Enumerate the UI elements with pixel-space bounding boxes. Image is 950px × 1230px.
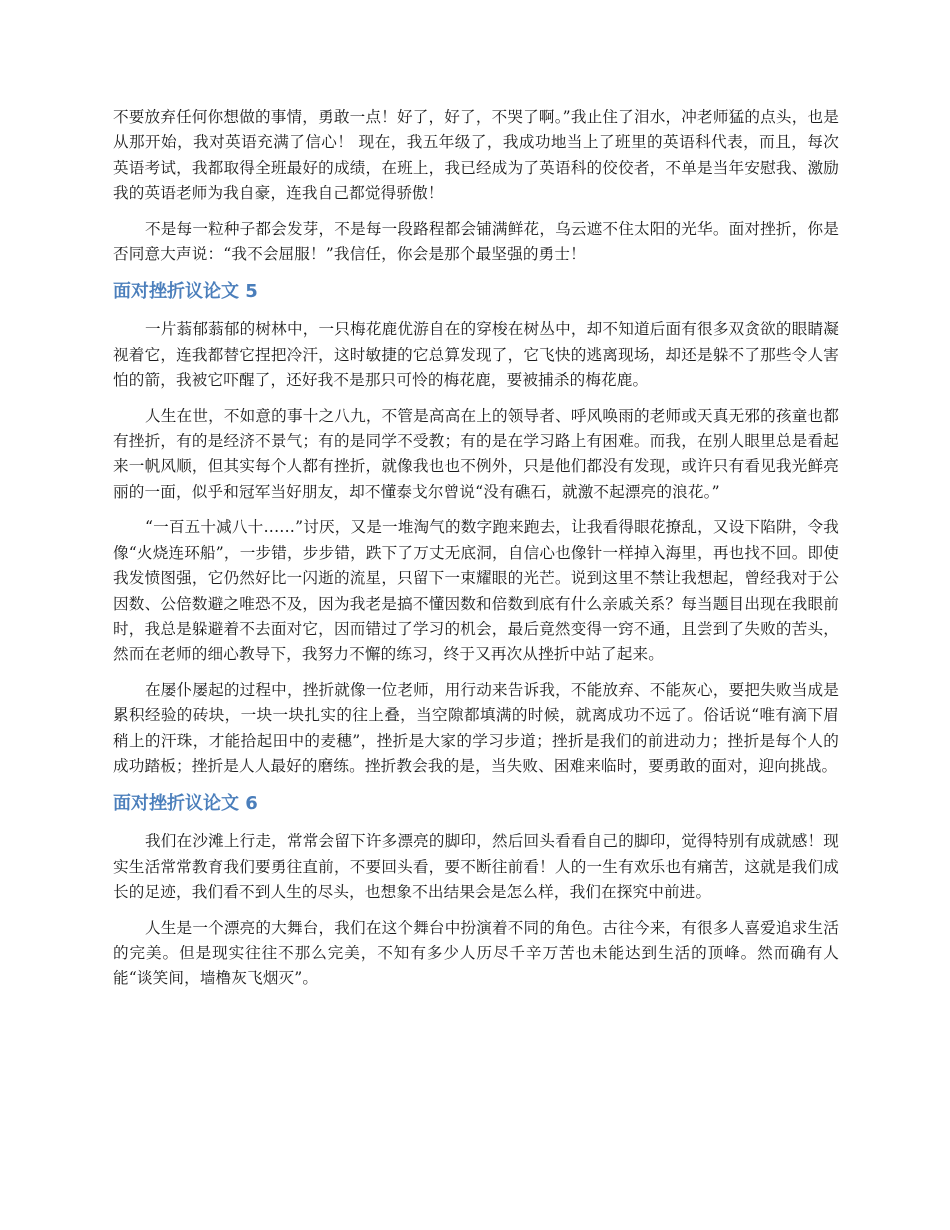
paragraph: 人生在世，不如意的事十之八九，不管是高高在上的领导者、呼风唤雨的老师或天真无邪的孩童也都有挫折，有的是经济不景气；有的是同学不受教；有的是在学习路上有困难。而我，在别人眼里总是看起来一帆风顺，但其实每个人都有挫折，就像我也也不例外，只是他们都没有发现，或许只有看见我光鲜亮丽的一面，似乎和冠军当好朋友，却不懂泰戈尔曾说“没有礁石，就激不起漂亮的浪花。” — [113, 406, 839, 501]
document-page — [113, 105, 839, 1002]
paragraph: 不是每一粒种子都会发芽，不是每一段路程都会铺满鲜花，乌云遮不住太阳的光华。面对挫折，你是否同意大声说：“我不会屈服！”我信任，你会是那个最坚强的勇士！ — [113, 219, 839, 264]
paragraph: 在屡仆屡起的过程中，挫折就像一位老师，用行动来告诉我，不能放弃、不能灰心，要把失败当成是累积经验的砖块，一块一块扎实的往上叠，当空隙都填满的时候，就离成功不远了。俗话说“唯有滴下眉稍上的汗珠，才能拾起田中的麦穗”，挫折是大家的学习步道；挫折是我们的前进动力；挫折是每个人的成功踏板；挫折是人人最好的磨练。挫折教会我的是，当失败、困难来临时，要勇敢的面对，迎向挑战。 — [113, 680, 839, 775]
section-heading: 面对挫折议论文 5 — [113, 281, 258, 303]
paragraph: 一片蓊郁蓊郁的树林中，一只梅花鹿优游自在的穿梭在树丛中，却不知道后面有很多双贪欲的眼睛凝视着它，连我都替它捏把冷汗，这时敏捷的它总算发现了，它飞快的逃离现场，却还是躲不了那些令人害怕的箭，我被它吓醒了，还好我不是那只可怜的梅花鹿，要被捕杀的梅花鹿。 — [113, 320, 839, 390]
paragraph: 人生是一个漂亮的大舞台，我们在这个舞台中扮演着不同的角色。古往今来，有很多人喜爱追求生活的完美。但是现实往往不那么完美，不知有多少人历尽千辛万苦也未能达到生活的顶峰。然而确有人能“谈笑间，墙橹灰飞烟灭”。 — [113, 918, 839, 988]
paragraph: 不要放弃任何你想做的事情，勇敢一点！好了，好了，不哭了啊。”我止住了泪水，冲老师猛的点头，也是从那开始，我对英语充满了信心！ 现在，我五年级了，我成功地当上了班里的英语科代表，而且，每次英语考试，我都取得全班最好的成绩，在班上，我已经成为了英语科的佼佼者，不单是当年安慰我、激励我的英语老师为我自豪，连我自己都觉得骄傲！ — [113, 108, 839, 203]
paragraph: 我们在沙滩上行走，常常会留下许多漂亮的脚印，然后回头看看自己的脚印，觉得特别有成就感！现实生活常常教育我们要勇往直前，不要回头看，要不断往前看！人的一生有欢乐也有痛苦，这就是我们成长的足迹，我们看不到人生的尽头，也想象不出结果会是怎么样，我们在探究中前进。 — [113, 832, 839, 902]
paragraph: “一百五十减八十‥‥‥”讨厌，又是一堆淘气的数字跑来跑去，让我看得眼花撩乱，又设下陷阱，令我像“火烧连环船”，一步错，步步错，跌下了万丈无底洞，自信心也像针一样掉入海里，再也找不回。即使我发愤图强，它仍然好比一闪逝的流星，只留下一束耀眼的光芒。说到这里不禁让我想起，曾经我对于公因数、公倍数避之唯恐不及，因为我老是搞不懂因数和倍数到底有什么亲戚关系？每当题目出现在我眼前时，我总是躲避着不去面对它，因而错过了学习的机会，最后竟然变得一窍不通，且尝到了失败的苦头，然而在老师的细心教导下，我努力不懈的练习，终于又再次从挫折中站了起来。 — [113, 518, 839, 664]
section-heading: 面对挫折议论文 6 — [113, 793, 258, 815]
